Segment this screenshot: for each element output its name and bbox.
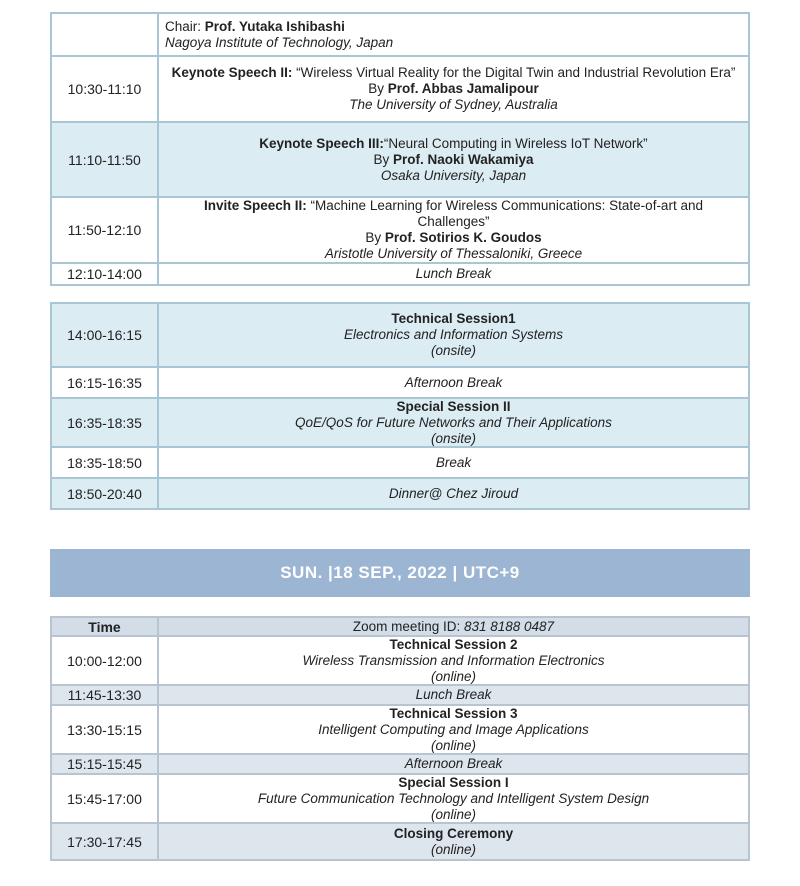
table-row (52, 775, 748, 824)
by-label: By (365, 230, 385, 245)
session-mode: (online) (430, 737, 477, 753)
dinner-label: Dinner@ Chez Jiroud (388, 485, 519, 501)
session-mode: (online) (430, 668, 477, 684)
session-cell (159, 706, 748, 753)
talk-type: Keynote Speech II: (171, 65, 297, 80)
time-cell: 10:30-11:10 (52, 57, 159, 121)
session-subtitle: QoE/QoS for Future Networks and Their Applications (295, 414, 612, 430)
time-cell: 15:45-17:00 (52, 775, 159, 822)
talk-type: Keynote Speech III: (259, 135, 384, 151)
zoom-label: Zoom meeting ID: (352, 618, 464, 634)
session-subtitle: Electronics and Information Systems (343, 327, 564, 342)
speaker-affiliation: Aristotle University of Thessaloniki, Greece (324, 246, 583, 261)
chair-name: Prof. Yutaka Ishibashi (204, 18, 345, 34)
session-title: Technical Session 3 (389, 705, 518, 721)
talk-title (259, 136, 647, 152)
speaker-line (373, 152, 533, 168)
time-cell: 12:10-14:00 (52, 264, 159, 284)
session-title: Technical Session1 (391, 311, 516, 326)
session-cell (159, 824, 748, 859)
table-row (52, 755, 748, 775)
speaker-affiliation: The University of Sydney, Australia (349, 97, 558, 112)
schedule-table-sunday (50, 616, 750, 861)
session-mode: (online) (430, 841, 477, 857)
session-title: Closing Ceremony (393, 825, 514, 841)
table-row (52, 14, 748, 57)
table-row (52, 264, 748, 284)
speaker-line (365, 230, 541, 246)
time-cell: 11:45-13:30 (52, 686, 159, 704)
talk-title (169, 198, 738, 230)
talk-text: “Wireless Virtual Reality for the Digital Twin and Industrial Revolution Era” (296, 65, 736, 80)
session-subtitle: Future Communication Technology and Intelligent System Design (257, 790, 650, 806)
time-cell (52, 14, 159, 55)
talk-text: “Machine Learning for Wireless Communications: State-of-art and Challenges” (310, 198, 703, 229)
time-cell: 10:00-12:00 (52, 637, 159, 684)
break-label: Afternoon Break (404, 374, 503, 390)
chair-prefix: Chair: (165, 18, 205, 34)
session-cell (159, 14, 748, 55)
break-label: Lunch Break (415, 687, 492, 702)
session-title: Special Session I (398, 774, 509, 790)
session-mode: (online) (430, 806, 477, 822)
session-subtitle: Wireless Transmission and Information Electronics (302, 652, 605, 668)
speaker-name: Prof. Naoki Wakamiya (392, 151, 534, 167)
speaker-line (368, 81, 539, 97)
by-label: By (373, 151, 393, 167)
time-cell: 16:15-16:35 (52, 368, 159, 397)
session-cell (159, 775, 748, 822)
time-cell: 17:30-17:45 (52, 824, 159, 859)
session-cell (159, 57, 748, 121)
schedule-table-morning (50, 12, 750, 286)
session-title: Technical Session 2 (389, 636, 518, 652)
zoom-meeting-id: 831 8188 0487 (463, 618, 555, 634)
table-row (52, 304, 748, 368)
table-row (52, 686, 748, 706)
table-row (52, 706, 748, 755)
table-row (52, 399, 748, 448)
talk-title (172, 65, 736, 81)
table-row (52, 57, 748, 123)
speaker-affiliation: Osaka University, Japan (380, 167, 527, 183)
session-subtitle: Intelligent Computing and Image Applications (318, 721, 589, 737)
break-label: Break (435, 454, 472, 470)
speaker-name: Prof. Abbas Jamalipour (387, 81, 539, 96)
chair-line (165, 19, 345, 35)
talk-text: “Neural Computing in Wireless IoT Network” (383, 135, 648, 151)
table-row (52, 368, 748, 399)
time-cell: 18:35-18:50 (52, 448, 159, 477)
time-cell: 14:00-16:15 (52, 304, 159, 366)
table-row (52, 123, 748, 198)
time-cell: 16:35-18:35 (52, 399, 159, 446)
session-cell (159, 198, 748, 262)
time-cell: 13:30-15:15 (52, 706, 159, 753)
table-row (52, 448, 748, 479)
session-cell (159, 304, 748, 366)
session-cell (159, 399, 748, 446)
table-row (52, 198, 748, 264)
time-cell: 18:50-20:40 (52, 479, 159, 508)
zoom-line (353, 619, 554, 635)
talk-type: Invite Speech II: (204, 198, 311, 213)
session-mode: (onsite) (430, 343, 476, 358)
zoom-header (159, 618, 748, 635)
speaker-name: Prof. Sotirios K. Goudos (384, 230, 542, 245)
time-cell: 11:10-11:50 (52, 123, 159, 196)
break-label: Afternoon Break (404, 756, 503, 771)
session-cell (159, 123, 748, 196)
time-cell: 11:50-12:10 (52, 198, 159, 262)
schedule-table-afternoon (50, 302, 750, 510)
table-row (52, 637, 748, 686)
session-cell (159, 637, 748, 684)
chair-affiliation: Nagoya Institute of Technology, Japan (165, 34, 394, 50)
time-column-header: Time (52, 618, 159, 635)
table-row (52, 824, 748, 859)
table-row (52, 479, 748, 508)
break-label: Lunch Break (415, 266, 492, 281)
table-header-row (52, 618, 748, 637)
session-mode: (onsite) (430, 430, 476, 446)
by-label: By (368, 81, 388, 96)
time-cell: 15:15-15:45 (52, 755, 159, 773)
day-header: SUN. |18 SEP., 2022 | UTC+9 (50, 549, 750, 597)
session-title: Special Session II (396, 398, 511, 414)
